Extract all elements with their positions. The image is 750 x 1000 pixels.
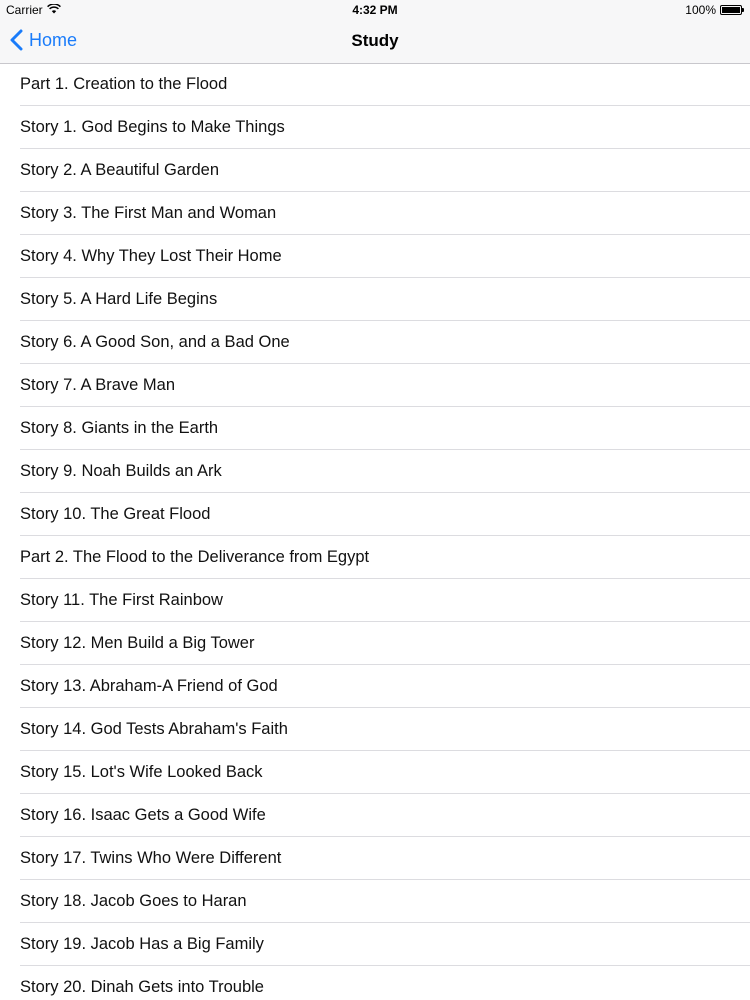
list-item[interactable]: Story 20. Dinah Gets into Trouble [0, 966, 750, 1000]
list-item[interactable]: Story 5. A Hard Life Begins [0, 278, 750, 321]
list-item[interactable]: Story 9. Noah Builds an Ark [0, 450, 750, 493]
status-time: 4:32 PM [352, 3, 398, 17]
list-item[interactable]: Story 12. Men Build a Big Tower [0, 622, 750, 665]
list-item[interactable]: Story 11. The First Rainbow [0, 579, 750, 622]
list-item[interactable]: Story 10. The Great Flood [0, 493, 750, 536]
list-item[interactable]: Story 17. Twins Who Were Different [0, 837, 750, 880]
list-item[interactable]: Story 6. A Good Son, and a Bad One [0, 321, 750, 364]
list-item[interactable]: Story 1. God Begins to Make Things [0, 106, 750, 149]
list-item[interactable]: Story 15. Lot's Wife Looked Back [0, 751, 750, 794]
back-button-label: Home [29, 29, 78, 50]
status-right [685, 3, 744, 17]
carrier-label: Carrier [6, 3, 43, 17]
list-item[interactable]: Story 19. Jacob Has a Big Family [0, 923, 750, 966]
list-item[interactable]: Story 2. A Beautiful Garden [0, 149, 750, 192]
list-item[interactable]: Story 13. Abraham-A Friend of God [0, 665, 750, 708]
list-item[interactable]: Story 16. Isaac Gets a Good Wife [0, 794, 750, 837]
list-item[interactable]: Story 8. Giants in the Earth [0, 407, 750, 450]
navigation-bar [0, 20, 750, 64]
battery-percent: 100% [685, 3, 716, 17]
status-bar [0, 0, 750, 20]
story-list [0, 63, 750, 1000]
battery-icon [720, 5, 742, 15]
list-item[interactable]: Part 2. The Flood to the Deliverance from Egypt [0, 536, 750, 579]
battery-fill [722, 7, 740, 13]
page-title: Study [351, 31, 399, 50]
list-item[interactable]: Part 1. Creation to the Flood [0, 63, 750, 106]
list-item[interactable]: Story 14. God Tests Abraham's Faith [0, 708, 750, 751]
list-item[interactable]: Story 18. Jacob Goes to Haran [0, 880, 750, 923]
list-item[interactable]: Story 4. Why They Lost Their Home [0, 235, 750, 278]
list-item[interactable]: Story 3. The First Man and Woman [0, 192, 750, 235]
list-item[interactable]: Story 7. A Brave Man [0, 364, 750, 407]
